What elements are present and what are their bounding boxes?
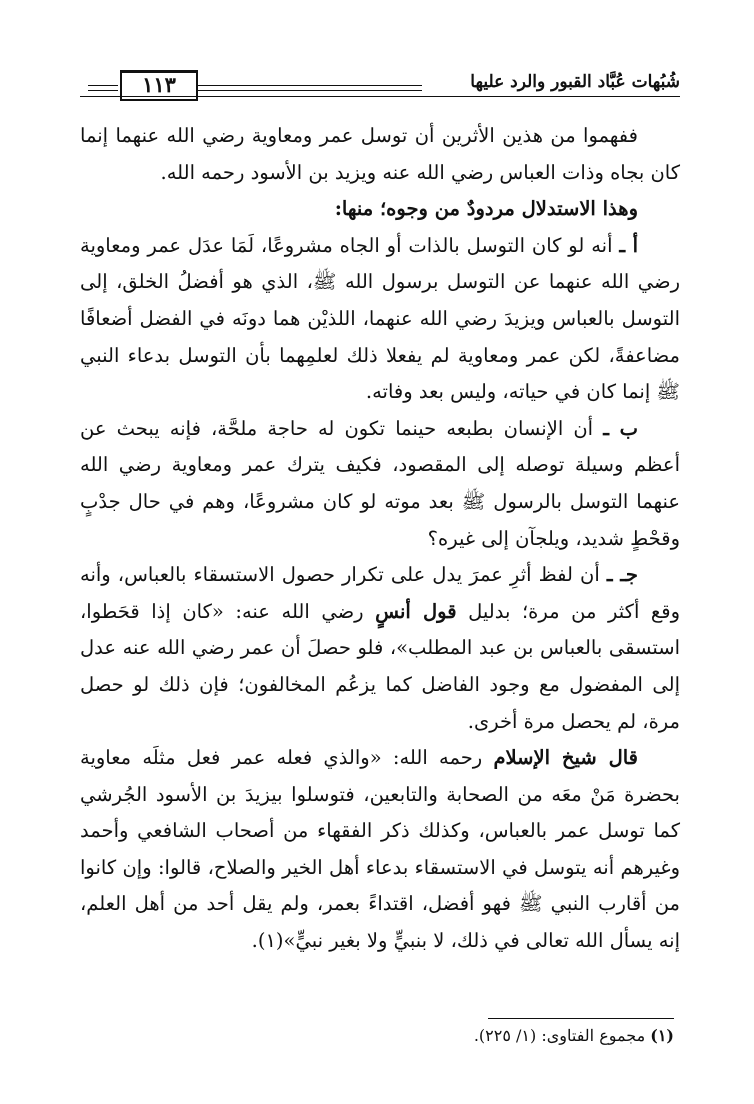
section-heading: وهذا الاستدلال مردودٌ من وجوه؛ منها: [334, 197, 638, 221]
footnote-rule [488, 1018, 674, 1019]
header-rule [196, 90, 422, 91]
paragraph-text: رضي الله عنه: «كان إذا قحَطوا، استسقى بالعباس بن عبد المطلب»، فلو حصلَ أن عمر رضي الله عنه عدل إلى المفضول مع وجود الفاضل كما يزعُم المخالفون؛ فإن ذلك لو حصل مرة، لم يحصل مرة أخرى. [80, 599, 680, 733]
header-rule [88, 90, 118, 91]
paragraph [80, 740, 680, 960]
paragraph [80, 557, 680, 740]
emphasis-text: قول أنسٍ [375, 599, 457, 623]
quote-attribution: قال شيخ الإسلام [493, 746, 638, 770]
paragraph-text: ففهموا من هذين الأثرين أن توسل عمر ومعاوية رضي الله عنهما إنما كان بجاه وذات العباس رضي الله عنه ويزيد بن الأسود رحمه الله. [80, 124, 680, 184]
header-rule [196, 85, 422, 86]
paragraph-text: أنه لو كان التوسل بالذات أو الجاه مشروعًا، لَمَا عدَل عمر ومعاوية رضي الله عنهما عن التوسل برسول الله ﷺ، الذي هو أفضلُ الخلق، إلى التوسل بالعباس ويزيدَ رضي الله عنهما، اللذيْن هما دونَه في الفضل أضعافًا مضاعفةً، لكن عمر ومعاوية لم يفعلا ذلك لعلمِهما بأن التوسل بدعاء النبي ﷺ إنما كان في حياته، وليس بعد وفاته. [80, 233, 680, 404]
point-marker: جـ ـ [606, 563, 638, 587]
paragraph [80, 118, 680, 191]
footnote [74, 1024, 674, 1048]
footnote-text: مجموع الفتاوى: (١/ ٢٢٥). [473, 1026, 646, 1045]
header-rule [88, 85, 118, 86]
paragraph-text: أن لفظ أثرِ عمرَ يدل على تكرار حصول الاستسقاء بالعباس، وأنه وقع أكثر من مرة؛ بدليل [80, 563, 681, 623]
paragraph [80, 411, 680, 557]
body-text [80, 118, 680, 960]
running-title: شُبُهات عُبَّاد القبور والرد عليها [470, 72, 680, 92]
point-marker: أ ـ [619, 233, 638, 257]
paragraph-text: رحمه الله: «والذي فعله عمر فعل مثلَه معاوية بحضرة مَنْ معَه من الصحابة والتابعين، فتوسلوا بيزيدَ بن الأسود الجُرشي كما توسل عمر بالعباس، وكذلك ذكر الفقهاء من أصحاب الشافعي وأحمد وغيرهم أنه يتوسل في الاستسقاء بدعاء أهل الخير والصلاح، قالوا: وإن كانوا من أقارب النبي ﷺ فهو أفضل، اقتداءً بعمر، ولم يقل أحد من أهل العلم، إنه يسأل الله تعالى في ذلك، لا بنبيٍّ ولا بغير نبيٍّ»(١). [80, 746, 680, 953]
page-header [80, 68, 680, 108]
paragraph [80, 191, 680, 228]
paragraph [80, 228, 680, 411]
page-number: ١١٣ [120, 70, 198, 101]
point-marker: ب ـ [603, 416, 639, 440]
header-underline [80, 96, 680, 97]
paragraph-text: أن الإنسان بطبعه حينما تكون له حاجة ملحَّة، فإنه يبحث عن أعظم وسيلة توصله إلى المقصود، فكيف يترك عمر ومعاوية رضي الله عنهما التوسل بالرسول ﷺ بعد موته لو كان مشروعًا، وهم في حال جدْبٍ وقحْطٍ شديد، ويلجآن إلى غيره؟ [80, 416, 680, 550]
footnote-marker: (١) [650, 1026, 674, 1045]
